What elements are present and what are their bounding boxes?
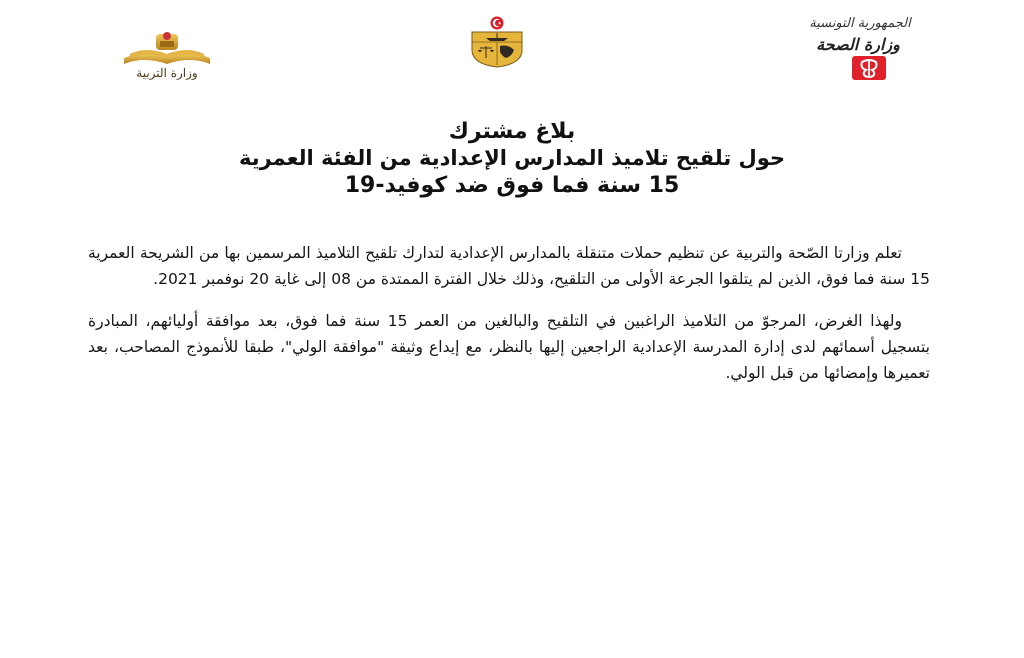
coat-of-arms-icon — [462, 16, 532, 68]
title-joint-statement: بلاغ مشترك — [448, 119, 576, 144]
health-logo-line2: وزارة الصحة — [816, 35, 900, 54]
title-subject-line1: حول تلقيح تلاميذ المدارس الإعدادية من الفئة العمرية — [238, 146, 786, 170]
title-subject-line2: 15 سنة فما فوق ضد كوفيد-19 — [344, 173, 680, 198]
ministry-of-education-logo — [112, 28, 222, 82]
health-emblem-icon — [852, 56, 886, 80]
education-emblem-icon — [112, 28, 222, 68]
tunisia-coat-of-arms — [462, 16, 532, 68]
health-logo-line1: الجمهورية التونسية — [809, 16, 911, 31]
body-paragraph-2: ولهذا الغرض، المرجوّ من التلاميذ الراغبين في التلقيح والبالغين من العمر 15 سنة فما فوق، بعد موافقة أوليائهم، المبادرة بتسجيل أسمائهم لدى إدارة المدرسة الإعدادية الراجعين إليها بالنظر، مع إيداع وثيقة "موافقة الولي"، طبقا للأنموذج المصاحب، بعد تعميرها وإمضائها من قبل الولي. — [88, 312, 930, 382]
education-logo-caption: وزارة التربية — [136, 66, 198, 80]
document-body — [88, 240, 930, 386]
document-titles — [100, 118, 924, 199]
ministry-of-health-logo — [780, 14, 960, 80]
body-paragraph-1: تعلم وزارتا الصّحة والتربية عن تنظيم حملات متنقلة بالمدارس الإعدادية لتدارك تلقيح التلاميذ المرسمين بها من الشريحة العمرية 15 سنة فما فوق، الذين لم يتلقوا الجرعة الأولى من التلقيح، وذلك خلال الفترة الممتدة من 08 إلى غاية 20 نوفمبر 2021. — [88, 244, 930, 288]
